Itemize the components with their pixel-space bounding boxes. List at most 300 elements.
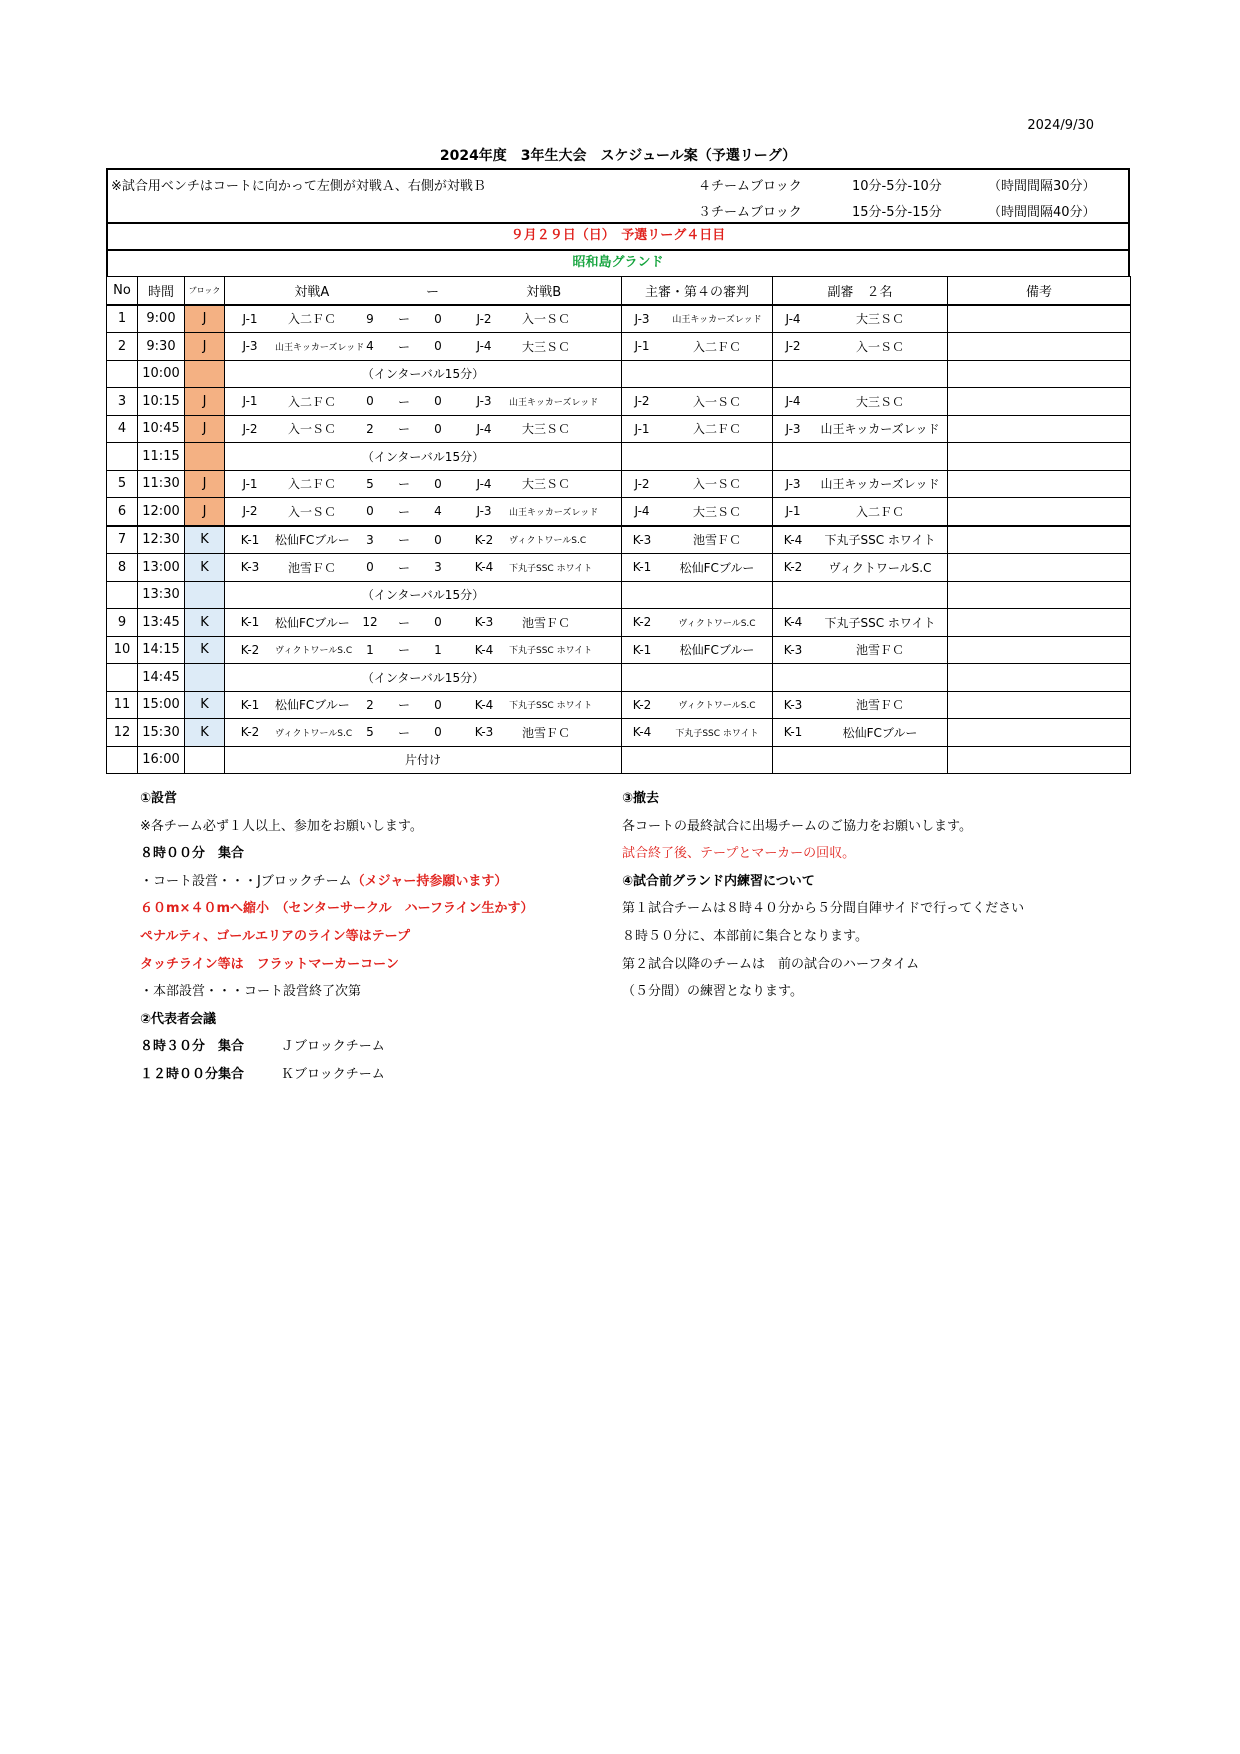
team-b-code: J-3 xyxy=(476,504,492,519)
note-text: 第２試合以降のチームは 前の試合のハーフタイム xyxy=(622,956,920,972)
asst-ref-team: 池雪ＦＣ xyxy=(855,698,904,713)
match-line xyxy=(225,416,621,443)
match-time: 14:45 xyxy=(138,664,185,692)
note-text: ８時３０分 集合 xyxy=(140,1039,245,1055)
match-time: 13:00 xyxy=(138,554,185,582)
team-a-name: 入一ＳＣ xyxy=(287,422,336,437)
main-ref-team: 松仙FCブルー xyxy=(679,643,755,658)
team-b-name: 入一ＳＣ xyxy=(521,312,570,327)
header-block: ブロック xyxy=(185,277,225,305)
block-cell: K xyxy=(185,609,225,637)
remarks-cell xyxy=(948,691,1131,719)
notes-right xyxy=(622,785,1024,1006)
team-a-code: K-3 xyxy=(240,560,260,575)
team-b-name: 下丸子SSC ホワイト xyxy=(509,701,593,712)
asst-ref-line xyxy=(773,719,947,746)
match-time: 15:30 xyxy=(138,719,185,747)
main-ref-cell xyxy=(622,415,773,443)
match-line xyxy=(225,637,621,664)
asst-ref-cell xyxy=(773,360,948,388)
main-ref-cell xyxy=(622,691,773,719)
score-dash: ー xyxy=(397,422,410,437)
main-ref-code: J-1 xyxy=(634,339,650,354)
note-text: 各コートの最終試合に出場チームのご協力をお願いします。 xyxy=(622,818,972,834)
score-b: 0 xyxy=(434,532,442,547)
main-ref-line xyxy=(622,471,772,498)
note-line xyxy=(622,785,1024,813)
main-ref-team: 大三ＳＣ xyxy=(692,504,741,519)
remarks-cell xyxy=(948,360,1131,388)
match-line xyxy=(225,306,621,333)
match-time: 12:30 xyxy=(138,526,185,554)
main-ref-code: K-1 xyxy=(632,642,652,657)
team-a-code: K-2 xyxy=(240,725,260,740)
asst-ref-cell xyxy=(773,636,948,664)
schedule-table xyxy=(106,276,1131,774)
asst-ref-code: K-3 xyxy=(783,697,803,712)
team-b-name: 下丸子SSC ホワイト xyxy=(509,563,593,574)
asst-ref-line xyxy=(773,554,947,581)
remarks-cell xyxy=(948,664,1131,692)
match-no: 10 xyxy=(107,636,138,664)
score-b: 0 xyxy=(434,476,442,491)
team-b-code: J-4 xyxy=(476,421,492,436)
score-a: 9 xyxy=(366,311,374,326)
table-row xyxy=(107,305,1131,333)
remarks-cell xyxy=(948,333,1131,361)
interval-row xyxy=(107,443,1131,471)
match-cell xyxy=(225,333,622,361)
remarks-cell xyxy=(948,609,1131,637)
asst-ref-line xyxy=(773,306,947,333)
score-b: 0 xyxy=(434,311,442,326)
score-dash: ー xyxy=(397,725,410,740)
team-a-code: J-2 xyxy=(242,421,258,436)
main-ref-cell xyxy=(622,305,773,333)
asst-ref-cell xyxy=(773,443,948,471)
match-time: 10:15 xyxy=(138,388,185,416)
asst-ref-line xyxy=(773,692,947,719)
note-text: １２時００分集合 xyxy=(140,1066,245,1082)
remarks-cell xyxy=(948,636,1131,664)
team-b-code: J-2 xyxy=(476,311,492,326)
interval-cell: （インターバル15分） xyxy=(225,360,622,388)
block-cell: J xyxy=(185,415,225,443)
score-b: 4 xyxy=(434,504,442,519)
header-asst-ref: 副審 ２名 xyxy=(773,277,948,305)
asst-ref-line xyxy=(773,609,947,636)
cleanup-cell: 片付け xyxy=(225,746,622,774)
note-text: ①設営 xyxy=(140,791,178,806)
note-text: ８時５０分に、本部前に集合となります。 xyxy=(622,928,868,944)
match-time: 9:30 xyxy=(138,333,185,361)
asst-ref-team: ヴィクトワールS.C xyxy=(828,560,932,575)
main-ref-code: J-3 xyxy=(634,311,650,326)
note-text: ②代表者会議 xyxy=(140,1011,217,1027)
score-b: 0 xyxy=(434,339,442,354)
asst-ref-cell xyxy=(773,498,948,526)
ground-header: 昭和島グランド xyxy=(106,249,1130,276)
score-a: 3 xyxy=(366,532,374,547)
team-a-name: 入二ＦＣ xyxy=(287,312,336,327)
header-match xyxy=(225,277,622,305)
asst-ref-cell xyxy=(773,415,948,443)
note-text: ペナルティ、ゴールエリアのライン等はテープ xyxy=(140,928,411,944)
block-cell: J xyxy=(185,498,225,526)
main-ref-line xyxy=(622,498,772,525)
team-b-code: K-3 xyxy=(474,615,494,630)
main-ref-code: J-2 xyxy=(634,476,650,491)
team-a-name: 池雪ＦＣ xyxy=(287,560,336,575)
team-a-name: 入一ＳＣ xyxy=(287,504,336,519)
note-text: ８時００分 集合 xyxy=(140,846,245,862)
asst-ref-line xyxy=(773,333,947,360)
team-a-code: J-1 xyxy=(242,394,258,409)
header-no: No xyxy=(107,277,138,305)
remarks-cell xyxy=(948,305,1131,333)
match-no xyxy=(107,664,138,692)
match-line xyxy=(225,498,621,525)
block-cell: K xyxy=(185,636,225,664)
table-row xyxy=(107,691,1131,719)
asst-ref-team: 山王キッカーズレッド xyxy=(820,477,940,492)
main-ref-line xyxy=(622,333,772,360)
asst-ref-team: 入一ＳＣ xyxy=(855,339,904,354)
note-text: 第１試合チームは８時４０分から５分間自陣サイドで行ってください xyxy=(622,901,1025,917)
table-row xyxy=(107,415,1131,443)
interval-row xyxy=(107,664,1131,692)
day-header: ９月２９日（日） 予選リーグ４日目 xyxy=(106,222,1130,249)
note-text: ・コート設営・・・Jブロックチーム xyxy=(140,873,352,889)
asst-ref-team: 下丸子SSC ホワイト xyxy=(824,615,936,630)
note-text: ※各チーム必ず１人以上、参加をお願いします。 xyxy=(140,818,423,834)
match-time: 14:15 xyxy=(138,636,185,664)
score-dash: ー xyxy=(397,643,410,658)
block-cell xyxy=(185,746,225,774)
asst-ref-code: K-3 xyxy=(783,642,803,657)
score-dash: ー xyxy=(397,504,410,519)
block3-time: 15分-5分-15分 xyxy=(852,205,942,220)
asst-ref-line xyxy=(773,471,947,498)
main-ref-code: K-2 xyxy=(632,697,652,712)
remarks-cell xyxy=(948,526,1131,554)
asst-ref-code: J-2 xyxy=(785,339,801,354)
score-dash: ー xyxy=(397,560,410,575)
team-b-name: 山王キッカーズレッド xyxy=(509,397,599,408)
block-cell: K xyxy=(185,691,225,719)
note-line xyxy=(140,785,534,813)
match-no xyxy=(107,581,138,609)
main-ref-team: 下丸子SSC ホワイト xyxy=(675,728,759,739)
asst-ref-code: J-3 xyxy=(785,476,801,491)
asst-ref-code: J-4 xyxy=(785,311,801,326)
match-cell xyxy=(225,609,622,637)
main-ref-line xyxy=(622,719,772,746)
main-ref-cell xyxy=(622,636,773,664)
match-cell xyxy=(225,498,622,526)
block-cell: K xyxy=(185,719,225,747)
team-a-name: 入二ＦＣ xyxy=(287,394,336,409)
team-a-code: K-1 xyxy=(240,532,260,547)
block-cell xyxy=(185,360,225,388)
interval-row xyxy=(107,360,1131,388)
match-no xyxy=(107,746,138,774)
main-ref-line xyxy=(622,527,772,554)
main-ref-line xyxy=(622,306,772,333)
remarks-cell xyxy=(948,498,1131,526)
note-line xyxy=(622,895,1024,923)
score-b: 0 xyxy=(434,615,442,630)
remarks-cell xyxy=(948,415,1131,443)
remarks-cell xyxy=(948,719,1131,747)
asst-ref-line xyxy=(773,637,947,664)
asst-ref-cell xyxy=(773,470,948,498)
main-ref-cell xyxy=(622,664,773,692)
interval-cell: （インターバル15分） xyxy=(225,581,622,609)
score-a: 0 xyxy=(366,560,374,575)
team-a-name: 松仙FCブルー xyxy=(275,698,350,713)
team-b-code: J-3 xyxy=(476,394,492,409)
asst-ref-cell xyxy=(773,305,948,333)
main-ref-team: 入二ＦＣ xyxy=(692,339,741,354)
match-cell xyxy=(225,636,622,664)
main-ref-cell xyxy=(622,443,773,471)
score-dash: ー xyxy=(397,533,410,548)
table-row xyxy=(107,388,1131,416)
asst-ref-cell xyxy=(773,333,948,361)
match-cell xyxy=(225,719,622,747)
header-remarks: 備考 xyxy=(948,277,1131,305)
match-time: 15:00 xyxy=(138,691,185,719)
note-line xyxy=(140,1006,534,1034)
main-ref-line xyxy=(622,554,772,581)
main-ref-code: K-1 xyxy=(632,560,652,575)
note-text: ③撤去 xyxy=(622,791,660,806)
team-b-name: 池雪ＦＣ xyxy=(521,615,570,630)
team-b-code: K-4 xyxy=(474,697,494,712)
main-ref-team: 池雪ＦＣ xyxy=(692,533,741,548)
note-line xyxy=(140,895,534,923)
match-time: 16:00 xyxy=(138,746,185,774)
note-line xyxy=(140,978,534,1006)
main-ref-cell xyxy=(622,388,773,416)
note-line xyxy=(140,813,534,841)
table-row xyxy=(107,498,1131,526)
match-time: 13:45 xyxy=(138,609,185,637)
team-a-code: J-1 xyxy=(242,476,258,491)
asst-ref-cell xyxy=(773,581,948,609)
main-ref-cell xyxy=(622,719,773,747)
asst-ref-code: J-1 xyxy=(785,504,801,519)
main-ref-code: K-4 xyxy=(632,725,652,740)
remarks-cell xyxy=(948,470,1131,498)
asst-ref-cell xyxy=(773,609,948,637)
note-line xyxy=(622,978,1024,1006)
match-time: 9:00 xyxy=(138,305,185,333)
main-ref-code: K-2 xyxy=(632,615,652,630)
asst-ref-team: 山王キッカーズレッド xyxy=(820,422,940,437)
match-no: 6 xyxy=(107,498,138,526)
document-date: 2024/9/30 xyxy=(1027,118,1094,133)
score-dash: ー xyxy=(397,394,410,409)
header-dash: ー xyxy=(425,284,439,300)
score-a: 5 xyxy=(366,476,374,491)
team-b-code: K-2 xyxy=(474,532,494,547)
block-cell: J xyxy=(185,470,225,498)
asst-ref-team: 入二ＦＣ xyxy=(855,504,904,519)
interval-cell: （インターバル15分） xyxy=(225,664,622,692)
note-line xyxy=(140,840,534,868)
note-text: （５分間）の練習となります。 xyxy=(622,984,803,1000)
asst-ref-cell xyxy=(773,746,948,774)
header-team-a: 対戦A xyxy=(294,284,330,300)
main-ref-code: J-1 xyxy=(634,421,650,436)
team-a-name: ヴィクトワールS.C xyxy=(275,728,353,739)
match-time: 12:00 xyxy=(138,498,185,526)
score-a: 0 xyxy=(366,394,374,409)
match-line xyxy=(225,609,621,636)
note-text: ・本部設営・・・コート設営終了次第 xyxy=(140,984,362,1000)
team-a-code: J-3 xyxy=(242,339,258,354)
score-a: 4 xyxy=(366,339,374,354)
main-ref-cell xyxy=(622,526,773,554)
team-a-code: J-2 xyxy=(242,504,258,519)
main-ref-line xyxy=(622,416,772,443)
match-cell xyxy=(225,526,622,554)
asst-ref-code: K-4 xyxy=(783,532,803,547)
main-ref-cell xyxy=(622,609,773,637)
team-b-name: 下丸子SSC ホワイト xyxy=(509,646,593,657)
main-ref-team: ヴィクトワールS.C xyxy=(678,618,756,629)
match-no: 12 xyxy=(107,719,138,747)
team-a-name: 入二ＦＣ xyxy=(287,477,336,492)
note-line xyxy=(140,868,534,896)
score-dash: ー xyxy=(397,339,410,354)
score-dash: ー xyxy=(397,312,410,327)
block4-label: ４チームブロック xyxy=(698,179,802,194)
match-no: 9 xyxy=(107,609,138,637)
asst-ref-team: 大三ＳＣ xyxy=(855,312,904,327)
asst-ref-line xyxy=(773,388,947,415)
team-b-code: K-4 xyxy=(474,560,494,575)
schedule-frame xyxy=(106,168,1130,774)
note-line xyxy=(622,813,1024,841)
remarks-cell xyxy=(948,443,1131,471)
main-ref-cell xyxy=(622,554,773,582)
block3-interval: （時間間隔40分） xyxy=(988,205,1096,220)
main-ref-cell xyxy=(622,470,773,498)
main-ref-cell xyxy=(622,581,773,609)
score-b: 0 xyxy=(434,697,442,712)
score-a: 2 xyxy=(366,697,374,712)
team-a-name: 松仙FCブルー xyxy=(275,533,350,548)
team-b-name: 大三ＳＣ xyxy=(521,339,570,354)
note-line xyxy=(140,1033,534,1061)
score-dash: ー xyxy=(397,698,410,713)
score-dash: ー xyxy=(397,477,410,492)
score-b: 0 xyxy=(434,725,442,740)
main-ref-code: J-2 xyxy=(634,394,650,409)
header-main-ref: 主審・第４の審判 xyxy=(622,277,773,305)
match-cell xyxy=(225,691,622,719)
note-line xyxy=(140,951,534,979)
match-time: 11:15 xyxy=(138,443,185,471)
team-b-code: J-4 xyxy=(476,476,492,491)
match-cell xyxy=(225,554,622,582)
table-row xyxy=(107,333,1131,361)
asst-ref-code: K-1 xyxy=(783,725,803,740)
team-b-name: 大三ＳＣ xyxy=(521,422,570,437)
asst-ref-code: K-2 xyxy=(783,560,803,575)
main-ref-line xyxy=(622,637,772,664)
asst-ref-team: 大三ＳＣ xyxy=(855,394,904,409)
block-cell: J xyxy=(185,388,225,416)
asst-ref-cell xyxy=(773,719,948,747)
main-ref-cell xyxy=(622,498,773,526)
asst-ref-code: K-4 xyxy=(783,615,803,630)
main-ref-team: 入一ＳＣ xyxy=(692,394,741,409)
match-no: 4 xyxy=(107,415,138,443)
match-line xyxy=(225,388,621,415)
match-time: 10:00 xyxy=(138,360,185,388)
team-a-code: J-1 xyxy=(242,311,258,326)
interval-row xyxy=(107,746,1131,774)
table-row xyxy=(107,636,1131,664)
block4-time: 10分-5分-10分 xyxy=(852,179,942,194)
match-cell xyxy=(225,388,622,416)
block-cell: J xyxy=(185,305,225,333)
main-ref-cell xyxy=(622,746,773,774)
team-a-code: K-1 xyxy=(240,697,260,712)
team-b-code: J-4 xyxy=(476,339,492,354)
score-a: 0 xyxy=(366,504,374,519)
page-title: 2024年度 3年生大会 スケジュール案（予選リーグ） xyxy=(439,148,797,164)
match-no: 3 xyxy=(107,388,138,416)
header-team-b: 対戦B xyxy=(526,284,562,300)
team-b-name: 山王キッカーズレッド xyxy=(509,507,599,518)
note-line xyxy=(622,951,1024,979)
team-a-code: K-2 xyxy=(240,642,260,657)
score-dash: ー xyxy=(397,615,410,630)
asst-ref-code: J-4 xyxy=(785,394,801,409)
match-no: 1 xyxy=(107,305,138,333)
note-text: ６０m×４０mへ縮小 （センターサークル ハーフライン生かす） xyxy=(140,901,534,917)
main-ref-line xyxy=(622,692,772,719)
match-line xyxy=(225,692,621,719)
block-cell: K xyxy=(185,554,225,582)
note-line xyxy=(622,868,1024,896)
note-red-suffix: （メジャー持参願います） xyxy=(351,873,508,889)
remarks-cell xyxy=(948,746,1131,774)
match-no xyxy=(107,360,138,388)
team-b-name: ヴィクトワールS.C xyxy=(509,536,587,547)
asst-ref-team: 池雪ＦＣ xyxy=(855,643,904,658)
table-row xyxy=(107,719,1131,747)
score-a: 5 xyxy=(366,725,374,740)
main-ref-team: 入二ＦＣ xyxy=(692,422,741,437)
main-ref-team: 山王キッカーズレッド xyxy=(672,315,762,326)
score-b: 0 xyxy=(434,421,442,436)
asst-ref-cell xyxy=(773,664,948,692)
match-line xyxy=(225,554,621,581)
match-cell xyxy=(225,305,622,333)
match-cell xyxy=(225,415,622,443)
score-b: 3 xyxy=(434,560,442,575)
notes-left xyxy=(140,785,534,1089)
score-b: 1 xyxy=(434,642,442,657)
main-ref-team: 松仙FCブルー xyxy=(679,560,755,575)
remarks-cell xyxy=(948,554,1131,582)
